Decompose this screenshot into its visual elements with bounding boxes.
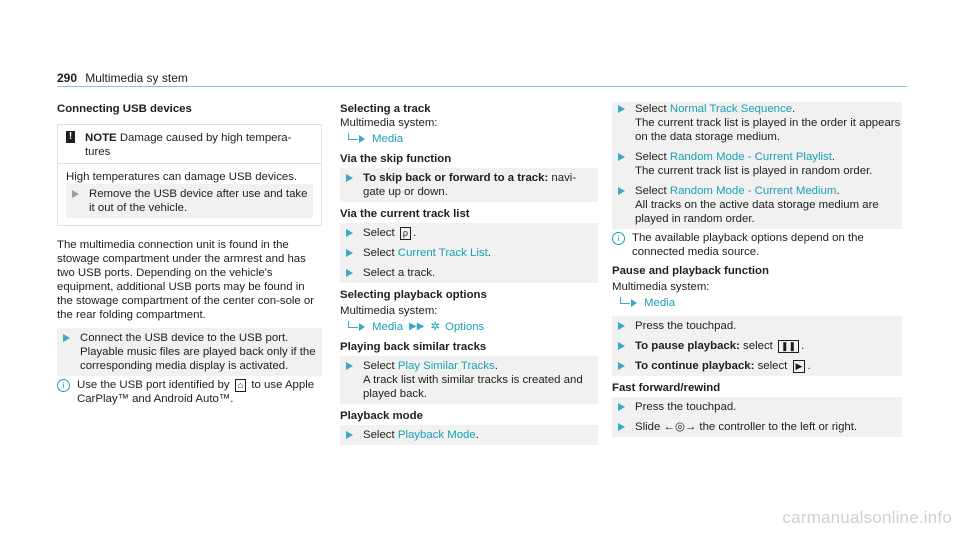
select-word: Select <box>363 429 395 441</box>
pause-rest: select <box>743 340 773 352</box>
heading-track-list: Via the current track list <box>340 208 470 220</box>
step-random-playlist: Select Random Mode - Current Playlist. The current track list is played in random order. <box>612 147 902 181</box>
step-connect <box>57 328 322 376</box>
step-arrow-icon <box>618 153 625 161</box>
menu-media[interactable]: Media <box>644 297 676 309</box>
step-slide <box>612 417 902 437</box>
step-arrow-icon <box>72 190 79 198</box>
info-text-after: to use Apple CarPlay™ and Android Auto™. <box>77 379 315 405</box>
step-arrow-icon <box>346 362 353 370</box>
step-select-list-icon: Select ρ . <box>340 223 598 243</box>
info-text-before: Use the USB port identified by <box>77 379 230 391</box>
pause-bold: To pause playback: <box>635 340 740 352</box>
step-arrow-icon <box>618 322 625 330</box>
step-arrow-icon <box>618 187 625 195</box>
heading-selecting-track: Selecting a track <box>340 103 431 115</box>
step-arrow-icon <box>346 229 353 237</box>
step-skip <box>340 168 598 202</box>
step-arrow-icon <box>618 423 625 431</box>
option-random-playlist[interactable]: Random Mode - Current Playlist <box>669 151 832 163</box>
note-step-text: Remove the USB device after use and take it out of the vehicle. <box>89 188 308 214</box>
heading-similar: Playing back similar tracks <box>340 341 487 353</box>
double-chevron-icon: ▶▶ <box>409 321 425 332</box>
menu-media[interactable]: Media <box>372 133 404 145</box>
step-similar: Select Play Similar Tracks. A track list with similar tracks is created and played back. <box>340 356 598 404</box>
watermark: carmanualsonline.info <box>782 508 952 527</box>
step-connect-text: Connect the USB device to the USB port. Playable music files are played back only if the corresponding media display is activated. <box>80 332 316 372</box>
heading-skip: Via the skip function <box>340 153 452 165</box>
step-press-touchpad <box>612 316 902 336</box>
path-arrow-icon <box>348 321 358 328</box>
step-normal-sequence: Select Normal Track Sequence. The current track list is played in the order it appears on the data storage medium. <box>612 102 902 147</box>
select-word: Select <box>363 247 395 259</box>
step-arrow-icon <box>618 342 625 350</box>
option-normal-sequence[interactable]: Normal Track Sequence <box>669 103 793 115</box>
step-arrow-icon <box>346 269 353 277</box>
system-label: Multimedia system: <box>612 281 710 293</box>
note-label: NOTE <box>85 132 117 144</box>
note-step <box>66 184 313 218</box>
opt3-text: All tracks on the active data storage medium are played in random order. <box>635 199 879 225</box>
skip-rest: navi-gate up or down. <box>363 172 577 198</box>
continue-bold: To continue playback: <box>635 360 755 372</box>
play-icon[interactable]: ▶ <box>793 360 806 373</box>
press-text: Press the touchpad. <box>635 320 737 332</box>
menu-media[interactable]: Media <box>372 321 404 333</box>
option-playback-mode[interactable]: Playback Mode <box>397 429 476 441</box>
slide-rest: the controller to the left or right. <box>699 421 858 433</box>
page-number: 290 <box>57 71 78 85</box>
step-arrow-icon <box>618 362 625 370</box>
info-carplay <box>57 378 322 406</box>
option-random-medium[interactable]: Random Mode - Current Medium <box>669 185 837 197</box>
continue-rest: select <box>757 360 788 372</box>
select-word: Select <box>363 360 395 372</box>
select-word: Select <box>635 151 667 163</box>
step-current-track-list: Select Current Track List. <box>340 243 598 263</box>
heading-pause: Pause and playback function <box>612 265 769 277</box>
step-arrow-icon <box>346 174 353 182</box>
similar-text: A track list with similar tracks is created and played back. <box>363 374 583 400</box>
heading-connecting-usb: Connecting USB devices <box>57 103 192 115</box>
system-label: Multimedia system: <box>340 117 438 129</box>
option-current-track-list[interactable]: Current Track List <box>397 247 488 259</box>
warning-icon: ! <box>66 131 75 143</box>
skip-bold: To skip back or forward to a track: <box>363 172 549 184</box>
track-list-icon[interactable]: ρ <box>400 227 411 240</box>
select-track-text: Select a track. <box>363 267 436 279</box>
system-label: Multimedia system: <box>340 305 438 317</box>
heading-fast-forward: Fast forward/rewind <box>612 382 721 394</box>
controller-slide-icon: ←◎→ <box>663 421 697 433</box>
heading-playback-mode: Playback mode <box>340 410 423 422</box>
step-select-track <box>340 263 598 283</box>
menu-options[interactable]: Options <box>444 321 485 333</box>
press2-text: Press the touchpad. <box>635 401 737 413</box>
pause-icon[interactable]: ❚❚ <box>778 340 799 353</box>
menu-path <box>348 132 598 146</box>
heading-playback-options: Selecting playback options <box>340 289 487 301</box>
opt1-text: The current track list is played in the order it appears on the data storage medium. <box>635 117 901 143</box>
step-arrow-icon <box>618 403 625 411</box>
select-word: Select <box>635 185 667 197</box>
info-icon: i <box>612 232 625 245</box>
info-icon: i <box>57 379 70 392</box>
select-word: Select <box>363 227 395 239</box>
step-playback-mode: Select Playback Mode. <box>340 425 598 445</box>
path-arrow-icon <box>348 133 358 140</box>
note-title: Damage caused by high tempera-tures <box>85 132 292 158</box>
opt2-text: The current track list is played in random order. <box>635 165 873 177</box>
path-arrow-icon <box>620 297 630 304</box>
step-random-medium: Select Random Mode - Current Medium. All tracks on the active data storage medium are played in random order. <box>612 181 902 229</box>
step-arrow-icon <box>618 105 625 113</box>
gear-icon: ✲ <box>430 321 440 333</box>
page-header <box>57 71 188 86</box>
column-1 <box>57 102 322 408</box>
step-continue: To continue playback: select ▶ . <box>612 356 902 376</box>
option-play-similar[interactable]: Play Similar Tracks <box>397 360 495 372</box>
column-2 <box>340 102 598 445</box>
column-3 <box>612 102 902 437</box>
header-rule <box>57 86 907 87</box>
menu-path-pause <box>620 296 902 310</box>
step-pause: To pause playback: select ❚❚ . <box>612 336 902 356</box>
info-options-text: The available playback options depend on the connected media source. <box>632 232 864 258</box>
step-arrow-icon <box>63 334 70 342</box>
step-arrow-icon <box>346 249 353 257</box>
usb-port-icon: ⌂ <box>235 379 246 392</box>
menu-path-options <box>348 320 598 334</box>
section-title: Multimedia sy stem <box>85 71 188 85</box>
select-word: Select <box>635 103 667 115</box>
info-options <box>612 231 902 259</box>
note-box <box>57 124 322 226</box>
note-body: High temperatures can damage USB devices. <box>66 171 298 183</box>
step-press-touchpad-2 <box>612 397 902 417</box>
step-arrow-icon <box>346 431 353 439</box>
usb-paragraph: The multimedia connection unit is found in the stowage compartment under the armrest and has two USB ports. Depending on the vehicle's equipment, additional USB ports may be found in the stowage compartment of the center con-sole or the rear folding compartment. <box>57 239 315 321</box>
slide-word: Slide <box>635 421 661 433</box>
